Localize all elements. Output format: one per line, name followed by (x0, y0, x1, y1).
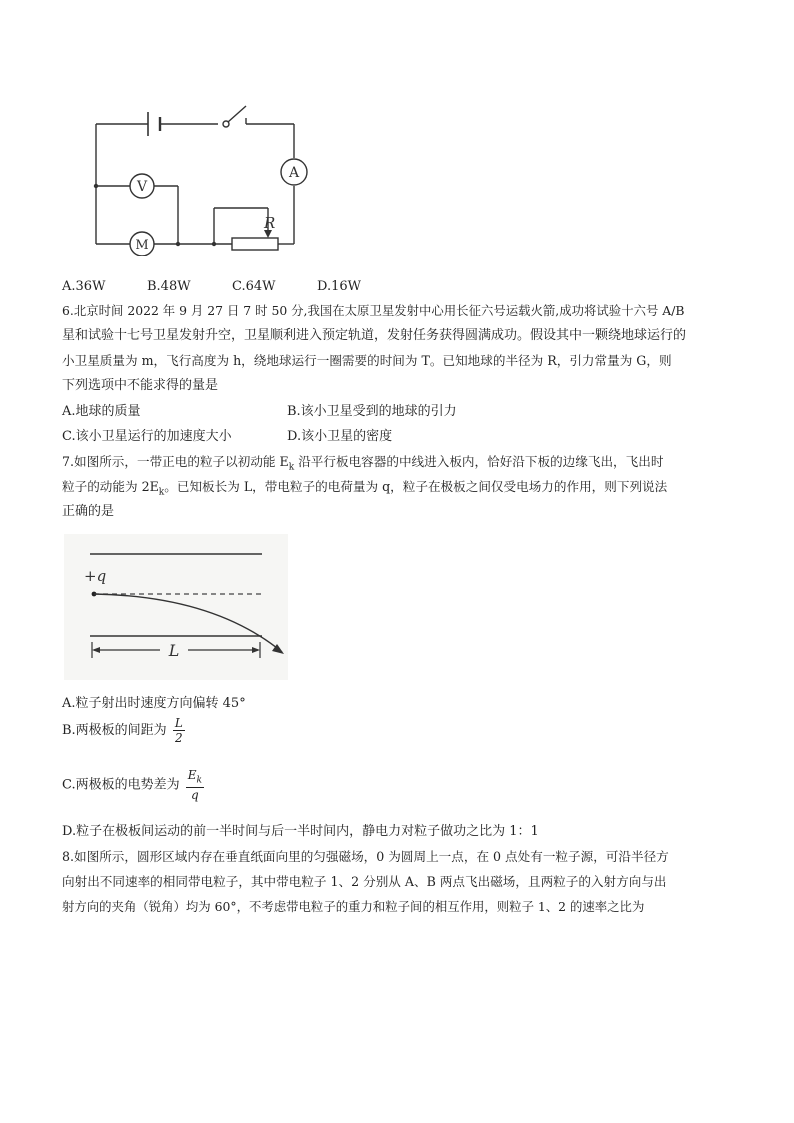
q7-option-c-fraction (186, 768, 204, 802)
q7-line1-sub: k (288, 462, 295, 473)
q7-option-c-denominator: q (191, 788, 199, 803)
q7-option-a: A.粒子射出时速度方向偏转 45° (62, 696, 246, 711)
q7-option-c-numerator (186, 768, 204, 788)
q6-option-c: C.该小卫星运行的加速度大小 (62, 429, 232, 444)
q6-stem-line-4: 下列选项中不能求得的量是 (62, 378, 219, 393)
q7-option-b-fraction (173, 716, 185, 745)
ammeter-label: A (288, 165, 300, 181)
q6-stem-line-1: 6.北京时间 2022 年 9 月 27 日 7 时 50 分,我国在太原卫星发射中心用长征六号运载火箭,成功将试验十六号 A/B (62, 303, 685, 318)
resistor-label: R (264, 214, 276, 232)
q7-option-b-text: B.两极板的间距为 (62, 723, 167, 738)
q7-stem-line-3: 正确的是 (62, 504, 115, 519)
q7-option-c-text: C.两极板的电势差为 (62, 777, 180, 793)
q7-option-b (62, 716, 185, 745)
q6-option-d: D.该小卫星的密度 (287, 429, 393, 444)
voltmeter-label: V (136, 179, 148, 195)
q8-stem-line-2: 向射出不同速率的相同带电粒子，其中带电粒子 1、2 分别从 A、B 两点飞出磁场，且两粒子的入射方向与出 (62, 874, 667, 889)
q7-line1-a: 7.如图所示，一带正电的粒子以初动能 E (62, 454, 289, 469)
q7-option-b-numerator: L (174, 716, 183, 730)
length-label: L (168, 641, 180, 660)
q6-option-a: A.地球的质量 (62, 404, 141, 419)
q7-line2-a: 粒子的动能为 2E (62, 479, 159, 494)
q5-option-a: A.36W (62, 279, 106, 294)
q6-option-b: B.该小卫星受到的地球的引力 (287, 404, 457, 419)
q5-option-b: B.48W (147, 279, 191, 294)
q5-option-c: C.64W (232, 279, 276, 294)
circuit-diagram (88, 96, 308, 256)
q5-option-d: D.16W (317, 279, 361, 294)
q7-option-c (62, 768, 204, 802)
q7-line2-b: 。已知板长为 L，带电粒子的电荷量为 q，粒子在极板之间仅受电场力的作用，则下列说法 (164, 479, 668, 494)
q7-line2-sub: k (158, 487, 165, 498)
q7-line1-b: 沿平行板电容器的中线进入板内，恰好沿下板的边缘飞出，飞出时 (294, 454, 664, 469)
q8-stem-line-3: 射方向的夹角（锐角）均为 60°，不考虑带电粒子的重力和粒子间的相互作用，则粒子 1、2 的速率之比为 (62, 899, 645, 914)
motor-label: M (135, 238, 149, 253)
q6-stem-line-2: 星和试验十七号卫星发射升空，卫星顺利进入预定轨道，发射任务获得圆满成功。假设其中一颗绕地球运行的 (62, 328, 687, 343)
q7-stem-line-2 (62, 478, 667, 502)
q8-stem-line-1: 8.如图所示，圆形区域内存在垂直纸面向里的匀强磁场，0 为圆周上一点，在 0 点处有一粒子源，可沿半径方 (62, 849, 669, 864)
q7-option-b-denominator: 2 (174, 731, 183, 745)
q7-option-c-num-main: E (187, 768, 197, 782)
q7-option-d: D.粒子在极板间运动的前一半时间与后一半时间内，静电力对粒子做功之比为 1：1 (62, 824, 539, 839)
q7-stem-line-1 (62, 453, 663, 477)
q6-stem-line-3: 小卫星质量为 m，飞行高度为 h，绕地球运行一圈需要的时间为 T。已知地球的半径为 R，引力常量为 G，则 (62, 353, 672, 368)
charge-label: +q (84, 567, 107, 585)
q7-option-c-num-sub: k (196, 775, 202, 786)
capacitor-diagram (64, 534, 288, 680)
